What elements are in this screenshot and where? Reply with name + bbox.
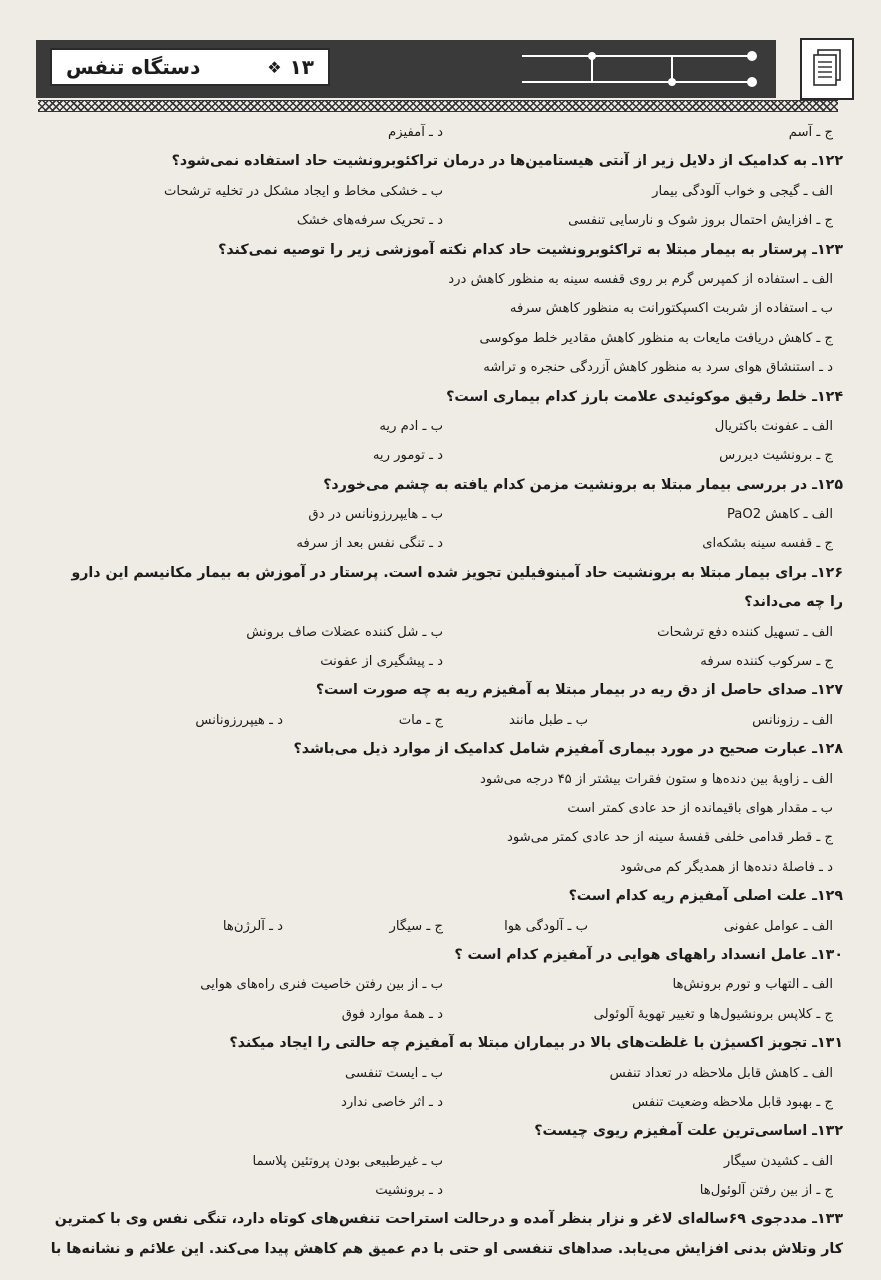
option-d: د ـ تومور ریه (372, 448, 443, 464)
question-126-line-1: ۱۲۶ـ برای بیمار مبتلا به برونشیت حاد آمینوفیلین تجویز شده است. پرستار در آموزش به بیمار مکانیسم این دارو (71, 564, 843, 581)
option-d: د ـ همهٔ موارد فوق (341, 1006, 443, 1022)
q126-row-1 (37, 618, 843, 647)
question-123: ۱۲۳ـ پرستار به بیمار مبتلا به تراکئوبرونشیت حاد کدام نکته آموزشی زیر را توصیه نمی‌کند؟ (218, 241, 843, 258)
question-list (37, 118, 843, 1264)
q132-row-2 (37, 1176, 843, 1205)
option-c: ج ـ قفسه سینه بشکه‌ای (702, 536, 833, 552)
question-124: ۱۲۴ـ خلط رقیق موکوئیدی علامت بارز کدام بیماری است؟ (446, 388, 843, 405)
option-c: ج ـ بهبود قابل ملاحظه وضعیت تنفس (632, 1094, 833, 1110)
q122-row-1 (37, 177, 843, 206)
option-b: ب ـ هایپررزونانس در دق (308, 507, 443, 523)
option-a: الف ـ کاهش قابل ملاحظه در تعداد تنفس (609, 1065, 833, 1081)
option-d: د ـ هیپررزونانس (195, 712, 283, 728)
option-a: الف ـ استفاده از کمپرس گرم بر روی قفسه سینه به منظور کاهش درد (448, 271, 833, 287)
q129-row (37, 912, 843, 941)
q125-row-2 (37, 529, 843, 558)
option-d: د ـ اثر خاصی ندارد (341, 1094, 443, 1110)
option-a: الف ـ زاویهٔ بین دنده‌ها و ستون فقرات بیشتر از ۴۵ درجه می‌شود (479, 771, 833, 787)
option-c: ج ـ مات (398, 712, 443, 728)
question-133-line-2: کار وتلاش بدنی افزایش می‌یابد. صداهای تنفسی او حتی با دم عمیق هم کاهش پیدا می‌کند. این علائم و نشانه‌ها با (50, 1240, 843, 1257)
header-zigzag-divider (38, 100, 838, 112)
question-130: ۱۳۰ـ عامل انسداد راههای هوایی در آمفیزم کدام است ؟ (454, 946, 843, 963)
chapter-title: دستگاه تنفس (66, 55, 201, 79)
option-b: ب ـ استفاده از شربت اکسپکتورانت به منظور کاهش سرفه (509, 301, 833, 317)
option-c: ج ـ از بین رفتن آلوئول‌ها (699, 1183, 833, 1199)
option-b: ب ـ مقدار هوای باقیمانده از حد عادی کمتر است (567, 800, 833, 816)
question-132: ۱۳۲ـ اساسی‌ترین علت آمفیزم ریوی چیست؟ (534, 1123, 843, 1140)
option-c: ج ـ افزایش احتمال بروز شوک و نارسایی تنفسی (568, 213, 833, 229)
option-b: ب ـ ایست تنفسی (345, 1065, 443, 1081)
option-c: ج ـ سرکوب کننده سرفه (700, 654, 833, 670)
question-126-line-2: را چه می‌داند؟ (744, 594, 843, 611)
q125-row-1 (37, 500, 843, 529)
option-b: ب ـ غیرطبیعی بودن پروتئین پلاسما (252, 1153, 443, 1169)
option-b: ب ـ خشکی مخاط و ایجاد مشکل در تخلیه ترشحات (164, 183, 443, 199)
circuit-decoration-icon (522, 42, 762, 96)
document-icon (800, 38, 854, 100)
q132-row-1 (37, 1147, 843, 1176)
q131-row-2 (37, 1088, 843, 1117)
q126-row-2 (37, 647, 843, 676)
option-a: الف ـ کاهش PaO2 (726, 507, 833, 523)
option-d: د ـ تحریک سرفه‌های خشک (296, 213, 443, 229)
option-d: د ـ آلرژن‌ها (222, 918, 283, 934)
question-127: ۱۲۷ـ صدای حاصل از دق ریه در بیمار مبتلا به آمفیزم ریه به چه صورت است؟ (315, 682, 843, 699)
option-d: د ـ فاصلهٔ دنده‌ها از همدیگر کم می‌شود (620, 859, 833, 875)
question-125: ۱۲۵ـ در بررسی بیمار مبتلا به برونشیت مزمن کدام یافته به چشم می‌خورد؟ (323, 476, 843, 493)
page-number: ۱۳ (289, 55, 314, 79)
q127-row (37, 706, 843, 735)
option-a: الف ـ التهاب و تورم برونش‌ها (672, 977, 833, 993)
question-122: ۱۲۲ـ به کدامیک از دلایل زیر از آنتی هیستامین‌ها در درمان تراکئوبرونشیت حاد استفاده نمی‌شود؟ (171, 153, 843, 170)
question-131: ۱۳۱ـ تجویز اکسیژن با غلظت‌های بالا در بیماران مبتلا به آمفیزم چه حالتی را ایجاد میکند؟ (229, 1035, 843, 1052)
q130-row-1 (37, 970, 843, 999)
option-c: ج ـ برونشیت دیررس (719, 448, 833, 464)
option-a: الف ـ کشیدن سیگار (723, 1153, 833, 1169)
option-c: ج ـ آسم (788, 125, 833, 140)
option-d: د ـ استنشاق هوای سرد به منظور کاهش آزردگی حنجره و تراشه (483, 360, 833, 376)
option-d: د ـ تنگی نفس بعد از سرفه (296, 536, 443, 552)
diamond-icon: ❖ (267, 57, 282, 77)
q130-row-2 (37, 1000, 843, 1029)
option-a: الف ـ رزونانس (752, 712, 833, 728)
option-a: الف ـ عوامل عفونی (723, 918, 833, 934)
q121-options-row (37, 118, 843, 147)
page-number-group (267, 55, 314, 79)
option-b: ب ـ آلودگی هوا (504, 918, 588, 934)
option-b: ب ـ شل کننده عضلات صاف برونش (246, 624, 443, 640)
question-128: ۱۲۸ـ عبارت صحیح در مورد بیماری آمفیزم شامل کدامیک از موارد ذیل می‌باشد؟ (293, 741, 843, 758)
option-c: ج ـ سیگار (389, 918, 443, 934)
q124-row-2 (37, 441, 843, 470)
question-129: ۱۲۹ـ علت اصلی آمفیزم ریه کدام است؟ (568, 888, 843, 905)
option-c: ج ـ کاهش دریافت مایعات به منظور کاهش مقادیر خلط موکوسی (479, 330, 833, 346)
option-c: ج ـ قطر قدامی خلفی قفسهٔ سینه از حد عادی کمتر می‌شود (506, 830, 833, 846)
option-b: ب ـ از بین رفتن خاصیت فنری راه‌های هوایی (200, 977, 443, 993)
option-b: ب ـ ادم ریه (379, 418, 443, 434)
option-d: د ـ پیشگیری از عفونت (320, 654, 443, 670)
option-b: ب ـ طبل مانند (509, 712, 588, 728)
question-133-line-1: ۱۳۳ـ مددجوی ۶۹ساله‌ای لاغر و نزار بنظر آمده و درحالت استراحت تنفس‌های کوتاه دارد، تنگی نفس وی با کمترین (54, 1211, 843, 1228)
q122-row-2 (37, 206, 843, 235)
option-a: الف ـ تسهیل کننده دفع ترشحات (657, 624, 833, 640)
option-a: الف ـ عفونت باکتریال (714, 418, 833, 434)
option-c: ج ـ کلاپس برونشیول‌ها و تغییر تهویهٔ آلوئولی (593, 1006, 833, 1022)
option-a: الف ـ گیجی و خواب آلودگی بیمار (652, 183, 833, 199)
option-d: د ـ برونشیت (375, 1183, 443, 1199)
q131-row-1 (37, 1059, 843, 1088)
q124-row-1 (37, 412, 843, 441)
header-title-box (50, 48, 330, 86)
option-d: د ـ آمفیزم (388, 125, 443, 140)
